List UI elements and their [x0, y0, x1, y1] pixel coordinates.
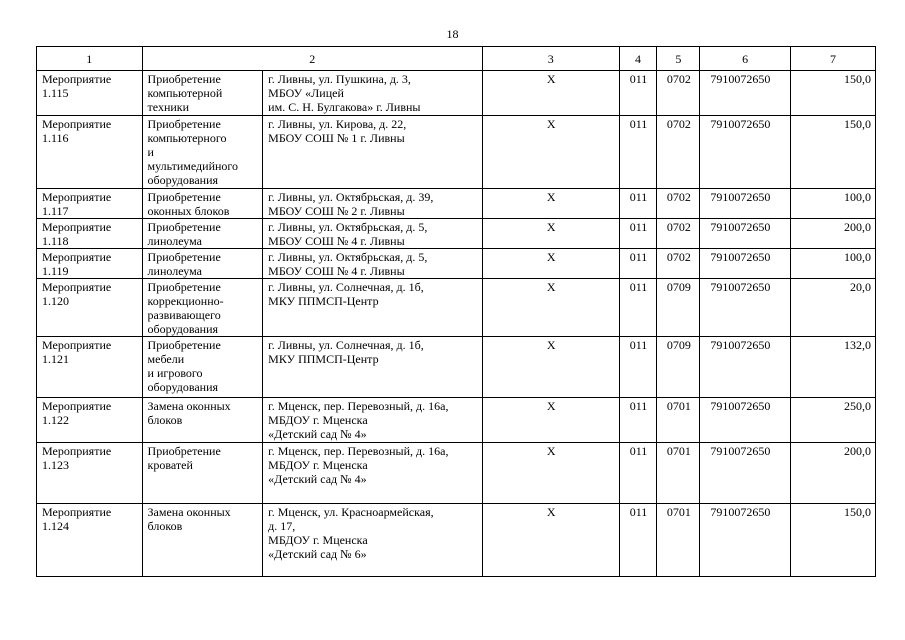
- column-header-2: 2: [142, 47, 482, 71]
- event-description-cell: Приобретение коррекционно- развивающего оборудования: [142, 279, 263, 337]
- marker-cell: Х: [482, 279, 619, 337]
- column-number-row: [37, 47, 876, 71]
- ministry-code-cell: 011: [619, 71, 657, 116]
- column-header-3: 3: [482, 47, 619, 71]
- table-row: [37, 443, 876, 504]
- ministry-code-cell: 011: [619, 219, 657, 249]
- amount-cell: 150,0: [790, 116, 875, 189]
- ministry-code-cell: 011: [619, 504, 657, 577]
- address-cell: г. Ливны, ул. Кирова, д. 22, МБОУ СОШ № 1 г. Ливны: [263, 116, 483, 189]
- event-name-cell: Мероприятие 1.120: [37, 279, 143, 337]
- target-article-cell: 7910072650: [700, 504, 790, 577]
- marker-cell: Х: [482, 249, 619, 279]
- marker-cell: Х: [482, 398, 619, 443]
- ministry-code-cell: 011: [619, 249, 657, 279]
- address-cell: г. Ливны, ул. Октябрьская, д. 5, МБОУ СОШ № 4 г. Ливны: [263, 249, 483, 279]
- address-cell: г. Ливны, ул. Октябрьская, д. 39, МБОУ СОШ № 2 г. Ливны: [263, 189, 483, 219]
- event-name-cell: Мероприятие 1.124: [37, 504, 143, 577]
- event-name-cell: Мероприятие 1.117: [37, 189, 143, 219]
- target-article-cell: 7910072650: [700, 116, 790, 189]
- event-name-cell: Мероприятие 1.121: [37, 337, 143, 398]
- section-code-cell: 0702: [657, 219, 700, 249]
- address-cell: г. Мценск, пер. Перевозный, д. 16а, МБДОУ г. Мценска «Детский сад № 4»: [263, 398, 483, 443]
- amount-cell: 100,0: [790, 249, 875, 279]
- section-code-cell: 0709: [657, 337, 700, 398]
- ministry-code-cell: 011: [619, 398, 657, 443]
- amount-cell: 250,0: [790, 398, 875, 443]
- address-cell: г. Мценск, пер. Перевозный, д. 16а, МБДОУ г. Мценска «Детский сад № 4»: [263, 443, 483, 504]
- table-row: [37, 279, 876, 337]
- target-article-cell: 7910072650: [700, 443, 790, 504]
- table-row: [37, 71, 876, 116]
- event-description-cell: Приобретение линолеума: [142, 249, 263, 279]
- section-code-cell: 0701: [657, 398, 700, 443]
- event-description-cell: Приобретение кроватей: [142, 443, 263, 504]
- amount-cell: 132,0: [790, 337, 875, 398]
- target-article-cell: 7910072650: [700, 189, 790, 219]
- section-code-cell: 0709: [657, 279, 700, 337]
- amount-cell: 20,0: [790, 279, 875, 337]
- table-row: [37, 398, 876, 443]
- address-cell: г. Ливны, ул. Пушкина, д. 3, МБОУ «Лицей им. С. Н. Булгакова» г. Ливны: [263, 71, 483, 116]
- ministry-code-cell: 011: [619, 279, 657, 337]
- section-code-cell: 0702: [657, 189, 700, 219]
- event-description-cell: Приобретение оконных блоков: [142, 189, 263, 219]
- ministry-code-cell: 011: [619, 116, 657, 189]
- event-name-cell: Мероприятие 1.118: [37, 219, 143, 249]
- event-name-cell: Мероприятие 1.123: [37, 443, 143, 504]
- column-header-4: 4: [619, 47, 657, 71]
- event-name-cell: Мероприятие 1.122: [37, 398, 143, 443]
- marker-cell: Х: [482, 443, 619, 504]
- event-description-cell: Приобретение компьютерной техники: [142, 71, 263, 116]
- marker-cell: Х: [482, 189, 619, 219]
- section-code-cell: 0702: [657, 116, 700, 189]
- table-row: [37, 249, 876, 279]
- column-header-6: 6: [700, 47, 790, 71]
- ministry-code-cell: 011: [619, 443, 657, 504]
- ministry-code-cell: 011: [619, 337, 657, 398]
- section-code-cell: 0701: [657, 443, 700, 504]
- table-row: [37, 116, 876, 189]
- section-code-cell: 0701: [657, 504, 700, 577]
- page-number: 18: [446, 27, 459, 41]
- marker-cell: Х: [482, 71, 619, 116]
- event-name-cell: Мероприятие 1.115: [37, 71, 143, 116]
- section-code-cell: 0702: [657, 71, 700, 116]
- target-article-cell: 7910072650: [700, 398, 790, 443]
- amount-cell: 200,0: [790, 219, 875, 249]
- event-description-cell: Приобретение компьютерного и мультимедийного оборудования: [142, 116, 263, 189]
- target-article-cell: 7910072650: [700, 279, 790, 337]
- target-article-cell: 7910072650: [700, 249, 790, 279]
- marker-cell: Х: [482, 116, 619, 189]
- target-article-cell: 7910072650: [700, 71, 790, 116]
- amount-cell: 100,0: [790, 189, 875, 219]
- address-cell: г. Ливны, ул. Октябрьская, д. 5, МБОУ СОШ № 4 г. Ливны: [263, 219, 483, 249]
- target-article-cell: 7910072650: [700, 337, 790, 398]
- address-cell: г. Ливны, ул. Солнечная, д. 1б, МКУ ППМСП-Центр: [263, 279, 483, 337]
- address-cell: г. Мценск, ул. Красноармейская, д. 17, МБДОУ г. Мценска «Детский сад № 6»: [263, 504, 483, 577]
- section-code-cell: 0702: [657, 249, 700, 279]
- event-description-cell: Приобретение линолеума: [142, 219, 263, 249]
- event-description-cell: Замена оконных блоков: [142, 398, 263, 443]
- event-name-cell: Мероприятие 1.116: [37, 116, 143, 189]
- marker-cell: Х: [482, 504, 619, 577]
- amount-cell: 150,0: [790, 71, 875, 116]
- amount-cell: 200,0: [790, 443, 875, 504]
- table-row: [37, 504, 876, 577]
- address-cell: г. Ливны, ул. Солнечная, д. 1б, МКУ ППМСП-Центр: [263, 337, 483, 398]
- target-article-cell: 7910072650: [700, 219, 790, 249]
- budget-table: [36, 46, 876, 577]
- column-header-1: 1: [37, 47, 143, 71]
- ministry-code-cell: 011: [619, 189, 657, 219]
- event-description-cell: Замена оконных блоков: [142, 504, 263, 577]
- table-row: [37, 337, 876, 398]
- table-row: [37, 189, 876, 219]
- marker-cell: Х: [482, 219, 619, 249]
- column-header-5: 5: [657, 47, 700, 71]
- event-name-cell: Мероприятие 1.119: [37, 249, 143, 279]
- column-header-7: 7: [790, 47, 875, 71]
- marker-cell: Х: [482, 337, 619, 398]
- table-row: [37, 219, 876, 249]
- event-description-cell: Приобретение мебели и игрового оборудования: [142, 337, 263, 398]
- amount-cell: 150,0: [790, 504, 875, 577]
